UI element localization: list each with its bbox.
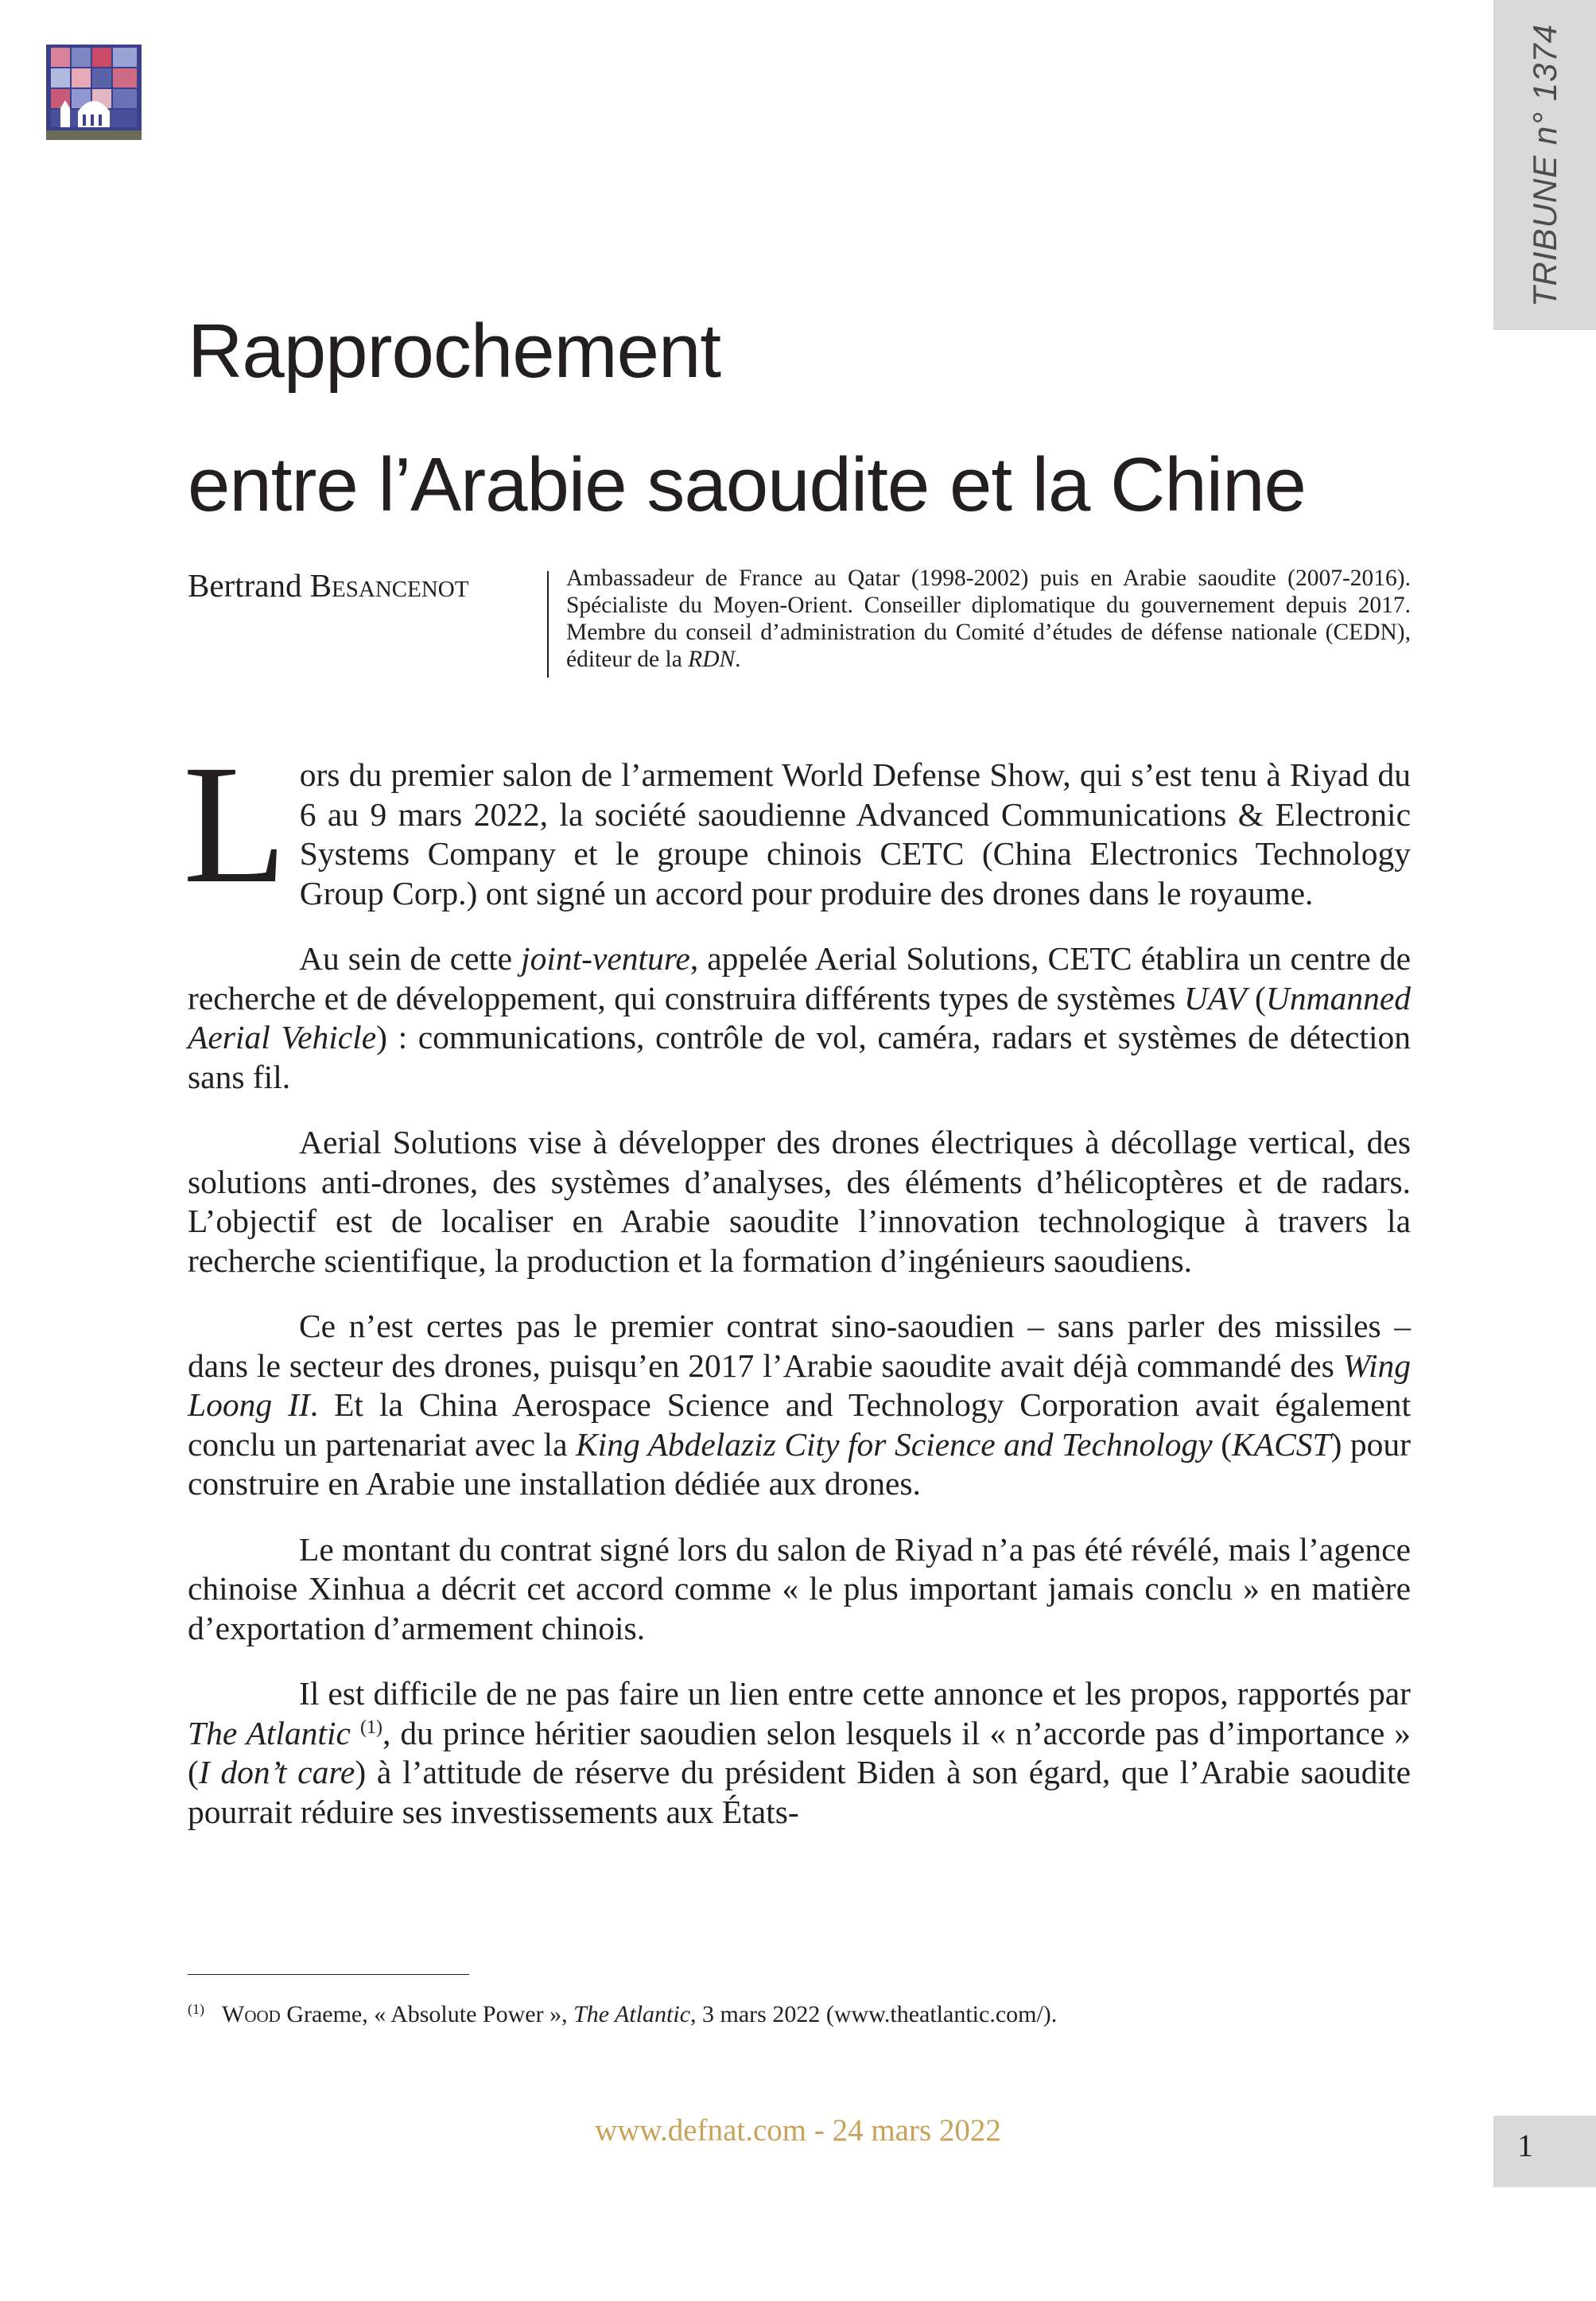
p2-c: ( [1246, 979, 1266, 1016]
p6-a: Il est difficile de ne pas faire un lien entre cette annonce et les propos, rapportés par [299, 1675, 1411, 1712]
footnote-a: Graeme, « Absolute Power », [280, 2001, 574, 2027]
p2-d: ) : communications, contrôle de vol, caméra, radars et systèmes de détection sans fil. [188, 1019, 1411, 1095]
tribune-label: TRIBUNE n° 1374 [1525, 23, 1563, 307]
author-last-name: Besancenot [309, 567, 469, 604]
p6-em2: I don’t care [198, 1754, 355, 1790]
p4-b: . Et la China Aerospace Science and Technology Corporation avait également conclu un partenariat avec la [188, 1386, 1411, 1463]
p4-c: ( [1212, 1425, 1233, 1463]
paragraph-4 [188, 1307, 1411, 1504]
paragraph-1 [183, 730, 1411, 919]
paragraph-2 [188, 939, 1411, 1097]
p2-em2: UAV [1183, 979, 1247, 1016]
title-line-2: entre l’Arabie saoudite et la Chine [188, 442, 1306, 527]
p2-a: Au sein de cette [299, 940, 522, 977]
drop-cap: L [183, 730, 287, 919]
p4-em2: King Abdelaziz City for Science and Technology [576, 1425, 1213, 1463]
p6-b: , du prince héritier saoudien selon lesquels il « n’accorde pas d’importance » ( [188, 1714, 1412, 1790]
p4-a: Ce n’est certes pas le premier contrat sino-saoudien – sans parler des missiles – dans le secteur des drones, puisqu’en 2017 l’Arabie saoudite avait déjà commandé des [188, 1308, 1411, 1384]
p4-em1: Wing Loong II [188, 1347, 1411, 1423]
p6-em1: The Atlantic [188, 1714, 351, 1751]
footer-url-date[interactable]: www.defnat.com - 24 mars 2022 [595, 2113, 1001, 2147]
p6-c: ) à l’attitude de réserve du président Biden à son égard, que l’Arabie saoudite pourrait réduire ses investissements aux États- [188, 1754, 1411, 1830]
article-title [188, 285, 1460, 552]
rdn-logo [46, 45, 142, 140]
footnote [188, 1995, 1412, 2029]
author-first-name: Bertrand [188, 567, 302, 604]
p2-em1: joint-venture [521, 940, 690, 977]
paragraph-3: Aerial Solutions vise à développer des drones électriques à décollage vertical, des solutions anti-drones, des systèmes d’analyses, des éléments d’hélicoptères et de radars. L’objectif est de localiser en Arabie saoudite l’innovation technologique à travers la recherche scientifique, la production et la formation d’ingénieurs saoudiens. [188, 1124, 1411, 1279]
paragraph-5: Le montant du contrat signé lors du salon de Riyad n’a pas été révélé, mais l’agence chinoise Xinhua a décrit cet accord comme « le plus important jamais conclu » en matière d’exportation d’armement chinois. [188, 1530, 1411, 1646]
author-bio [566, 565, 1411, 673]
tribune-tab [1493, 0, 1596, 330]
footnote-divider [188, 1974, 469, 1975]
page-number-tab [1493, 2116, 1596, 2187]
footnote-author: Wood [222, 2001, 281, 2027]
title-line-1: Rapprochement [188, 309, 721, 394]
author-name [188, 566, 468, 604]
p2-b: , appelée Aerial Solutions, CETC établira un centre de recherche et de développement, qui construira différents types de systèmes [188, 940, 1412, 1016]
page-number: 1 [1517, 2128, 1533, 2163]
footnote-ref[interactable]: (1) [359, 1716, 382, 1738]
footnote-mark: (1) [188, 2001, 204, 2017]
bio-text: Ambassadeur de France au Qatar (1998-2002) puis en Arabie saoudite (2007-2016). Spécialiste du Moyen-Orient. Conseiller diplomatique du gouvernement depuis 2017. Membre du conseil d’administration du Comité d’études de défense nationale (CEDN), éditeur de la [566, 566, 1411, 672]
bio-rdn: RDN [688, 647, 736, 672]
bio-divider [547, 571, 549, 678]
bio-end: . [735, 647, 741, 672]
footnote-b: , 3 mars 2022 (www.theatlantic.com/). [690, 2001, 1058, 2027]
p2-em3: Unmanned Aerial Vehicle [188, 979, 1411, 1055]
paragraph-1-text: ors du premier salon de l’armement World Defense Show, qui s’est tenu à Riyad du 6 au 9 mars 2022, la société saoudienne Advanced Communications & Electronic Systems Company et le groupe chinois CETC (China Electronics Technology Group Corp.) ont signé un accord pour produire des drones dans le royaume. [299, 756, 1411, 911]
footnote-em: The Atlantic [573, 2001, 691, 2027]
p4-d: ) pour construire en Arabie une installation dédiée aux drones. [188, 1425, 1411, 1502]
p4-em3: KACST [1232, 1425, 1331, 1463]
paragraph-6 [188, 1674, 1411, 1832]
article-body [183, 730, 1412, 1858]
